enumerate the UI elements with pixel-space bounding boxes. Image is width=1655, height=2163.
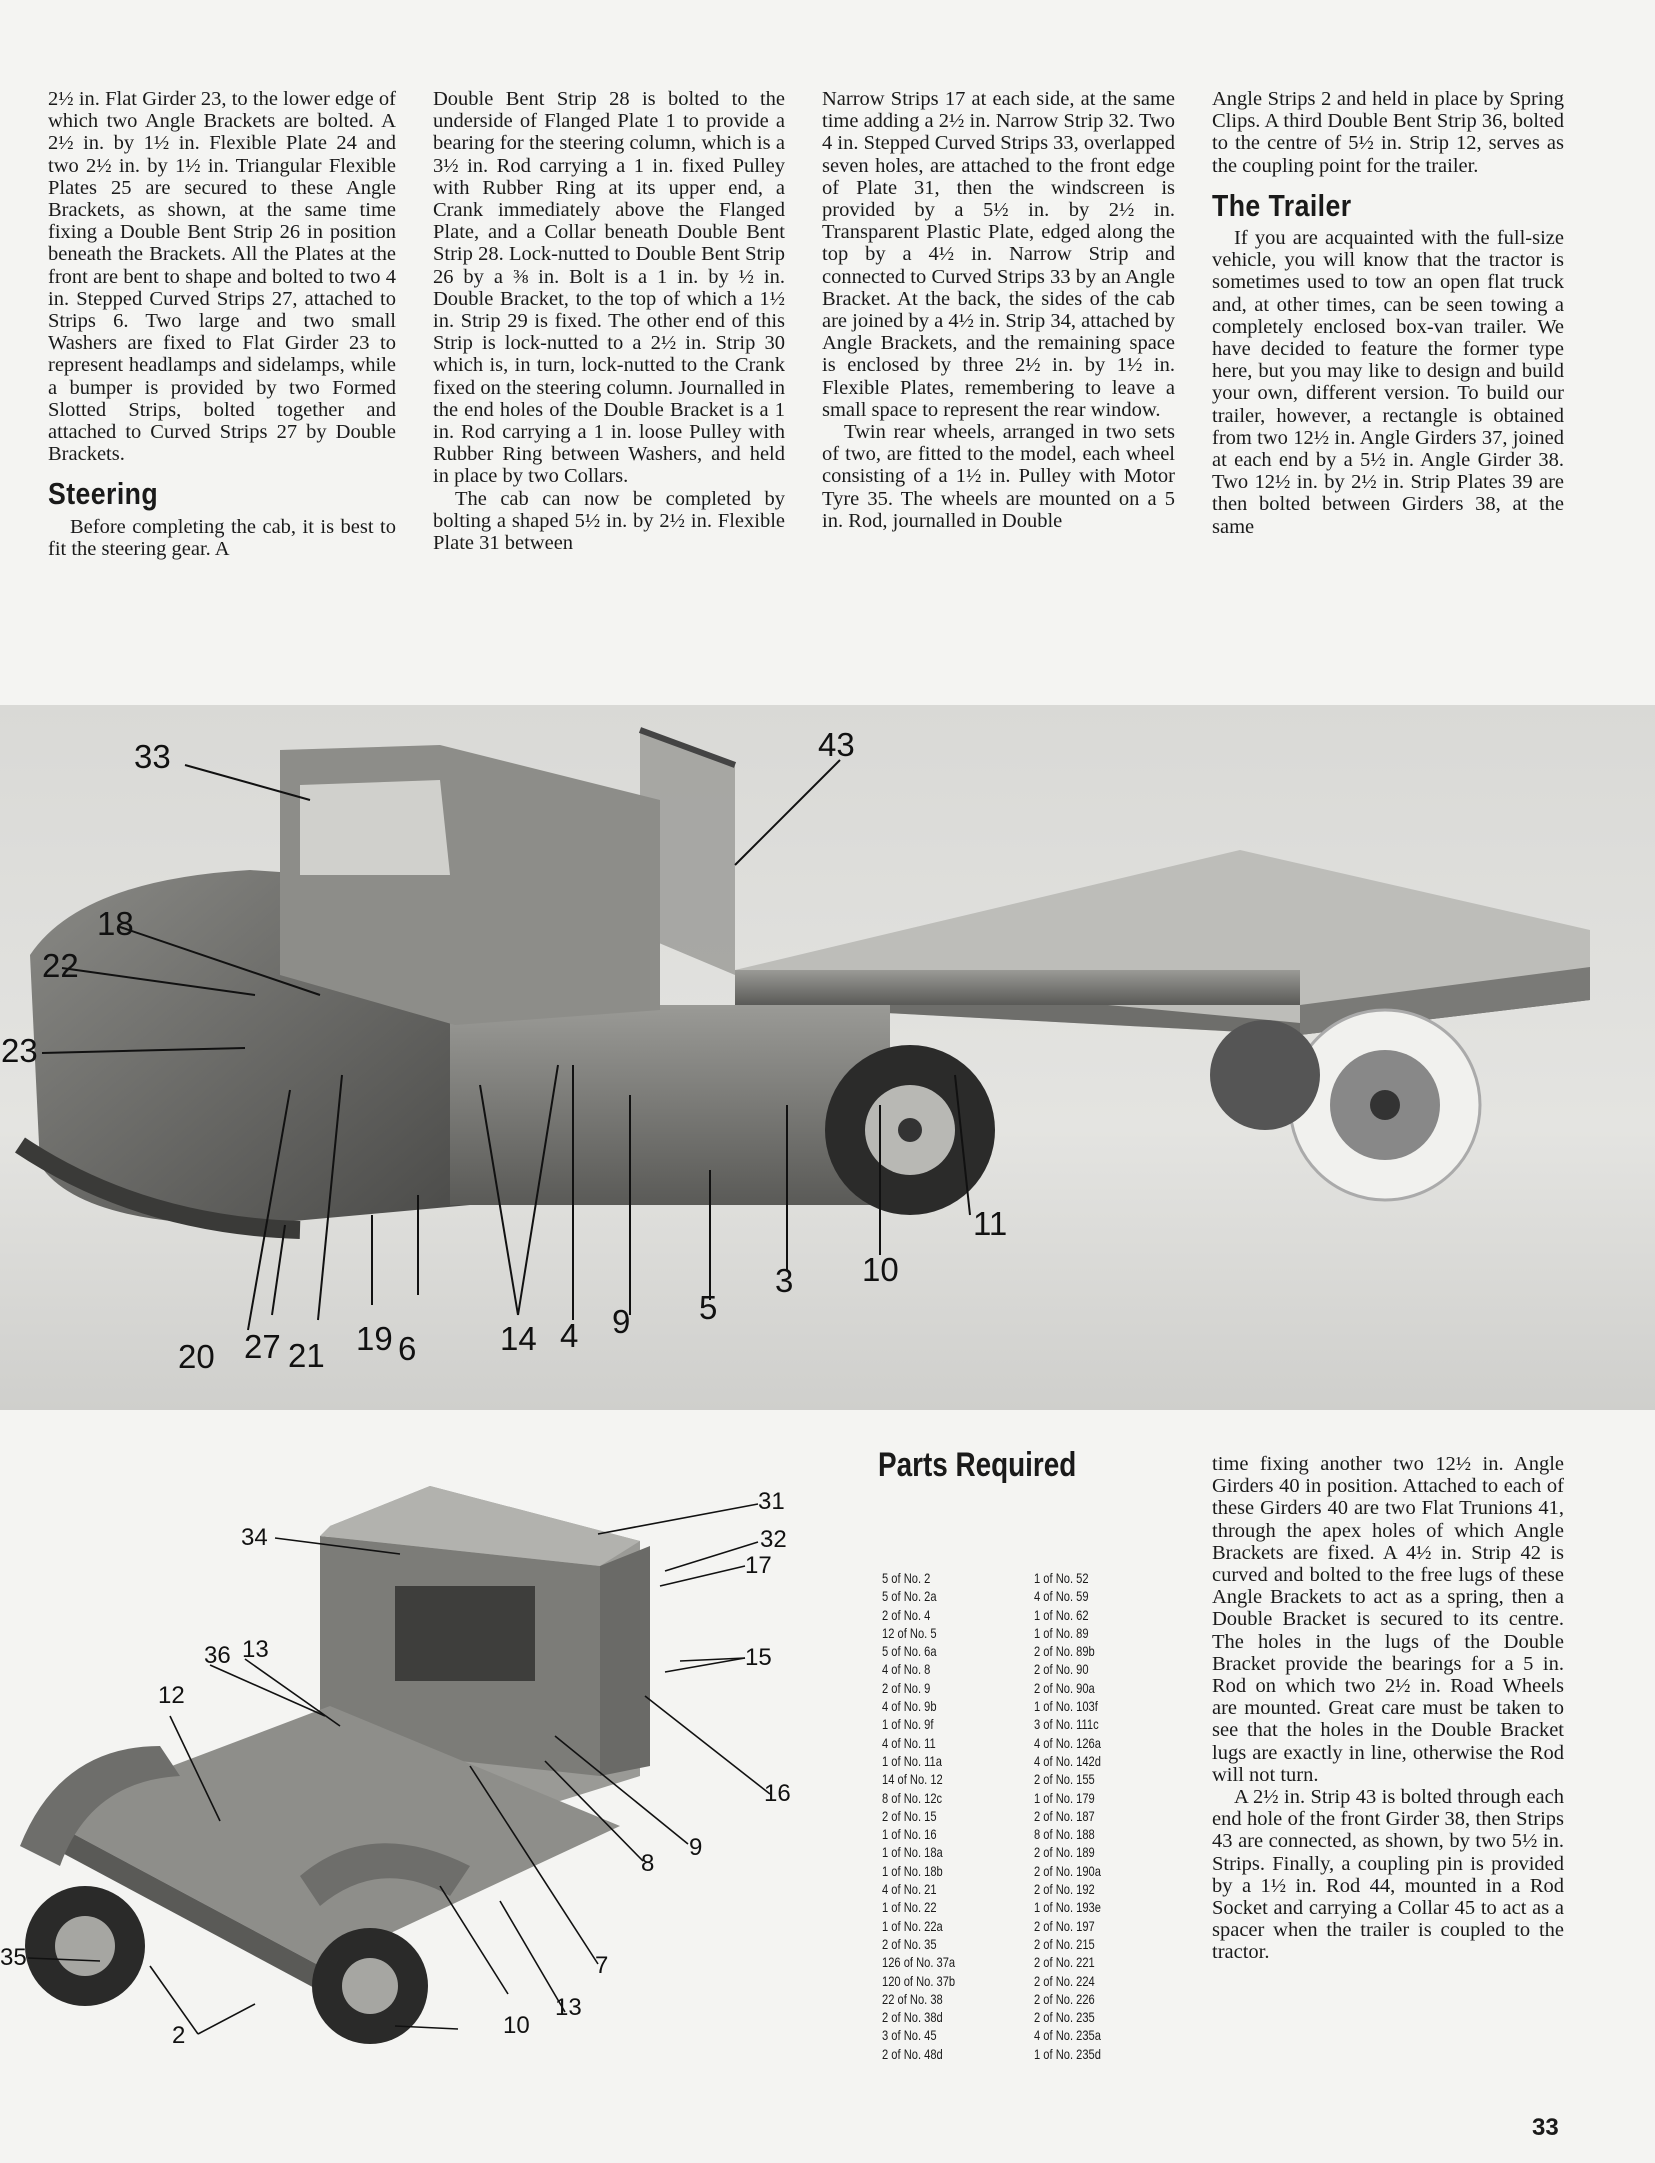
part-item: 5 of No. 2 <box>882 1571 931 1586</box>
callout-10: 10 <box>503 2012 530 2039</box>
part-item: 2 of No. 221 <box>1034 1955 1095 1971</box>
callout-19: 19 <box>356 1320 393 1357</box>
part-item: 1 of No. 16 <box>882 1827 937 1843</box>
callout-34: 34 <box>241 1524 268 1551</box>
callout-15: 15 <box>745 1644 772 1671</box>
part-item: 2 of No. 35 <box>882 1936 937 1952</box>
part-item: 1 of No. 11a <box>882 1753 942 1769</box>
callout-22: 22 <box>42 947 79 984</box>
callout-8: 8 <box>641 1850 655 1877</box>
callout-23: 23 <box>1 1032 38 1069</box>
part-item: 8 of No. 188 <box>1034 1827 1095 1843</box>
part-item: 1 of No. 18a <box>882 1845 943 1861</box>
callout-10: 10 <box>862 1251 899 1288</box>
part-item: 1 of No. 235d <box>1034 2046 1101 2062</box>
paragraph: Before completing the cab, it is best to fit the steering gear. A <box>48 515 396 560</box>
part-item: 4 of No. 21 <box>882 1882 937 1898</box>
text-column-3 <box>822 88 1175 532</box>
part-item: 12 of No. 5 <box>882 1625 937 1641</box>
paragraph: time fixing another two 12½ in. Angle Girders 40 in position. Attached to each of these Girders 40 are two Flat Trunions 41, through the apex holes of which Angle Brackets are fixed. A 4½ in. Strip 42 is curved and bolted to the free lugs of these Angle Brackets to act as a spring, then a Double Bracket is secured to its centre. The holes in the lugs of the Double Bracket provide the bearings for a 5 in. Rod on which two 2½ in. Road Wheels are mounted. Great care must be taken to see that the holes in the Double Bracket lugs are exactly in line, otherwise the Rod will not turn. <box>1212 1453 1564 1786</box>
callout-4: 4 <box>560 1317 579 1354</box>
callout-9: 9 <box>612 1303 631 1340</box>
part-item: 4 of No. 8 <box>882 1662 931 1678</box>
callout-21: 21 <box>288 1337 325 1374</box>
chassis-cab-illustration <box>0 1446 812 2046</box>
part-item: 2 of No. 48d <box>882 2046 943 2062</box>
callout-5: 5 <box>699 1289 718 1326</box>
callout-13: 13 <box>242 1636 269 1663</box>
callout-13b: 13 <box>555 1994 582 2021</box>
paragraph: If you are acquainted with the full-size vehicle, you will know that the tractor is sometimes used to tow an open flat truck and, at other times, can be seen towing a completely enclosed box-van trailer. We have decided to feature the former type here, but you may like to design and build your own, different version. To build our trailer, however, a rectangle is obtained from two 12½ in. Angle Girders 37, joined at each end by a 5½ in. Angle Girder 38. Two 12½ in. by 2½ in. Strip Plates 39 are then bolted between Girders 38, at the same <box>1212 227 1564 538</box>
part-item: 2 of No. 197 <box>1034 1918 1095 1934</box>
text-column-4 <box>1212 88 1564 538</box>
callout-17: 17 <box>745 1552 772 1579</box>
paragraph: A 2½ in. Strip 43 is bolted through each end hole of the front Girder 38, then Strips 43 are connected, as shown, by two 5½ in. Strips. Finally, a coupling pin is provided by a 1½ in. Rod 44, mounted in a Rod Socket and carrying a Collar 45 to act as a spacer when the trailer is coupled to the tractor. <box>1212 1786 1564 1964</box>
part-item: 5 of No. 2a <box>882 1589 937 1605</box>
callout-12: 12 <box>158 1682 185 1709</box>
part-item: 2 of No. 90a <box>1034 1680 1095 1696</box>
section-heading-steering: Steering <box>48 476 159 512</box>
parts-list-right <box>1034 1570 1101 2064</box>
part-item: 2 of No. 90 <box>1034 1662 1089 1678</box>
callout-16: 16 <box>764 1780 791 1807</box>
part-item: 5 of No. 6a <box>882 1644 937 1660</box>
callout-36: 36 <box>204 1642 231 1669</box>
callout-33: 33 <box>134 738 171 775</box>
callout-20: 20 <box>178 1338 215 1375</box>
parts-required-heading: Parts Required <box>878 1446 1077 1484</box>
part-item: 14 of No. 12 <box>882 1772 943 1788</box>
part-item: 2 of No. 38d <box>882 2010 943 2026</box>
part-item: 2 of No. 235 <box>1034 2010 1095 2026</box>
part-item: 1 of No. 103f <box>1034 1699 1098 1715</box>
paragraph: Angle Strips 2 and held in place by Spring Clips. A third Double Bent Strip 36, bolted to the centre of 5½ in. Strip 12, serves as the coupling point for the trailer. <box>1212 88 1564 177</box>
callout-31: 31 <box>758 1488 785 1515</box>
part-item: 1 of No. 179 <box>1034 1790 1095 1806</box>
callout-7: 7 <box>595 1952 609 1979</box>
part-item: 1 of No. 18b <box>882 1863 943 1879</box>
parts-list-left <box>882 1570 955 2064</box>
callout-9: 9 <box>689 1834 703 1861</box>
part-item: 2 of No. 187 <box>1034 1808 1095 1824</box>
part-item: 22 of No. 38 <box>882 1991 943 2007</box>
callout-14: 14 <box>500 1320 537 1357</box>
part-item: 1 of No. 9f <box>882 1717 934 1733</box>
part-item: 4 of No. 11 <box>882 1735 936 1751</box>
tractor-trailer-illustration <box>0 705 1655 1410</box>
callout-6: 6 <box>398 1330 417 1367</box>
part-item: 126 of No. 37a <box>882 1955 956 1971</box>
callout-11: 11 <box>973 1205 1008 1242</box>
part-item: 2 of No. 189 <box>1034 1845 1095 1861</box>
part-item: 2 of No. 192 <box>1034 1882 1095 1898</box>
callout-2: 2 <box>172 2022 186 2046</box>
part-item: 120 of No. 37b <box>882 1973 956 1989</box>
part-item: 1 of No. 22a <box>882 1918 943 1934</box>
paragraph: The cab can now be completed by bolting a shaped 5½ in. by 2½ in. Flexible Plate 31 between <box>433 487 785 555</box>
part-item: 1 of No. 52 <box>1034 1571 1089 1586</box>
part-item: 2 of No. 15 <box>882 1808 937 1824</box>
callout-35: 35 <box>0 1944 27 1971</box>
part-item: 2 of No. 89b <box>1034 1644 1095 1660</box>
part-item: 2 of No. 226 <box>1034 1991 1095 2007</box>
text-column-1 <box>48 88 396 560</box>
part-item: 2 of No. 215 <box>1034 1936 1095 1952</box>
callout-18: 18 <box>97 905 134 942</box>
part-item: 8 of No. 12c <box>882 1790 943 1806</box>
part-item: 2 of No. 9 <box>882 1680 931 1696</box>
callout-27: 27 <box>244 1328 281 1365</box>
paragraph: Narrow Strips 17 at each side, at the same time adding a 2½ in. Narrow Strip 32. Two 4 in. Stepped Curved Strips 33, overlapped seven holes, are attached to the front edge of Plate 31, then the windscreen is provided by a 5½ in. by 2½ in. Transparent Plastic Plate, edged along the top by a 4½ in. Narrow Strip and connected to Curved Strips 33 by an Angle Bracket. At the back, the sides of the cab are joined by a 4½ in. Strip 34, attached by Angle Brackets, and the remaining space is enclosed by three 2½ in. by 1½ in. Flexible Plates, remembering to leave a small space to represent the rear window. <box>822 88 1176 421</box>
callout-32: 32 <box>760 1526 787 1553</box>
part-item: 2 of No. 4 <box>882 1607 931 1623</box>
part-item: 2 of No. 224 <box>1034 1973 1095 1989</box>
callout-43: 43 <box>818 726 855 763</box>
section-heading-trailer: The Trailer <box>1212 187 1352 223</box>
text-column-5 <box>1212 1453 1564 1964</box>
part-item: 4 of No. 235a <box>1034 2028 1101 2044</box>
paragraph: Double Bent Strip 28 is bolted to the underside of Flanged Plate 1 to provide a bearing for the steering column, which is a 3½ in. Rod carrying a 1 in. fixed Pulley with Rubber Ring at its upper end, a Crank immediately above the Flanged Plate, and a Collar beneath Double Bent Strip 28. Lock-nutted to Double Bent Strip 26 by a ⅜ in. Bolt is a 1 in. by ½ in. Double Bracket, to the top of which a 1½ in. Strip 29 is fixed. The other end of this Strip is lock-nutted to a 2½ in. Strip 30 which is, in turn, lock-nutted to the Crank fixed on the steering column. Journalled in the end holes of the Double Bracket is a 1 in. Rod carrying a 1 in. loose Pulley with Rubber Ring between Washers, and held in place by two Collars. <box>433 88 785 488</box>
part-item: 2 of No. 190a <box>1034 1863 1101 1879</box>
part-item: 1 of No. 89 <box>1034 1625 1089 1641</box>
text-column-2 <box>433 88 785 554</box>
part-item: 4 of No. 126a <box>1034 1735 1101 1751</box>
part-item: 1 of No. 62 <box>1034 1607 1089 1623</box>
paragraph: 2½ in. Flat Girder 23, to the lower edge of which two Angle Brackets are bolted. A 2½ in. by 1½ in. Flexible Plate 24 and two 2½ in. by 1½ in. Triangular Flexible Plates 25 are secured to these Angle Brackets, as shown, at the same time fixing a Double Bent Strip 26 in position beneath the Brackets. All the Plates at the front are bent to shape and bolted to two 4 in. Stepped Curved Strips 27, attached to Strips 6. Two large and two small Washers are fixed to Flat Girder 23 to represent headlamps and sidelamps, while a bumper is provided by two Formed Slotted Strips, bolted together and attached to Curved Strips 27 by Double Brackets. <box>48 88 396 466</box>
part-item: 3 of No. 45 <box>882 2028 937 2044</box>
part-item: 4 of No. 9b <box>882 1699 937 1715</box>
part-item: 2 of No. 155 <box>1034 1772 1095 1788</box>
part-item: 3 of No. 111c <box>1034 1717 1099 1733</box>
photo-tractor-trailer <box>0 705 1655 1410</box>
photo-chassis-cab <box>0 1446 812 2046</box>
page-number: 33 <box>1532 2114 1559 2141</box>
part-item: 4 of No. 142d <box>1034 1753 1101 1769</box>
part-item: 4 of No. 59 <box>1034 1589 1089 1605</box>
part-item: 1 of No. 22 <box>882 1900 937 1916</box>
paragraph: Twin rear wheels, arranged in two sets of two, are fitted to the model, each wheel consisting of a 1½ in. Pulley with Motor Tyre 35. The wheels are mounted on a 5 in. Rod, journalled in Double <box>822 421 1175 532</box>
callout-3: 3 <box>775 1262 794 1299</box>
part-item: 1 of No. 193e <box>1034 1900 1101 1916</box>
